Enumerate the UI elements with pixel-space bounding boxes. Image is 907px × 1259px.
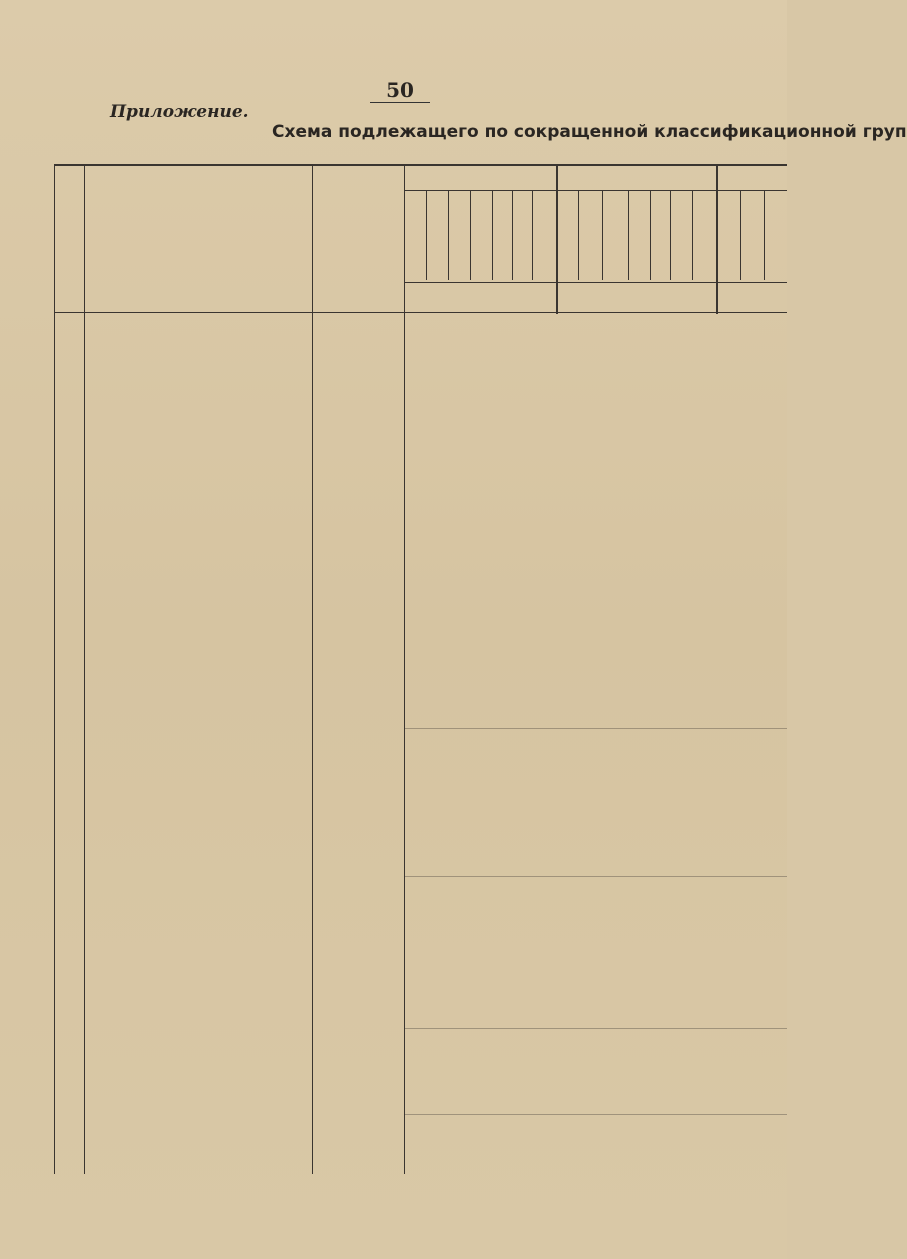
total-rule — [404, 1114, 787, 1115]
total-rule — [404, 728, 787, 729]
type-header — [606, 194, 622, 278]
table-top-rule — [54, 164, 787, 166]
class-divider — [404, 164, 405, 1174]
appendix-title: Приложение. — [110, 102, 249, 122]
type-header — [452, 194, 468, 278]
left-border — [54, 164, 55, 1174]
type-header — [720, 194, 736, 278]
column-divider — [602, 190, 603, 280]
type-header — [560, 194, 576, 278]
nest-divider — [556, 164, 558, 314]
nest-name-rule — [404, 190, 787, 191]
column-divider — [492, 190, 493, 280]
column-divider — [448, 190, 449, 280]
type-header — [408, 194, 424, 278]
type-header — [536, 194, 552, 278]
total-rule — [404, 876, 787, 877]
column-divider — [650, 190, 651, 280]
column-divider — [764, 190, 765, 280]
type-header — [674, 194, 690, 278]
column-divider — [470, 190, 471, 280]
rownum-divider — [84, 164, 85, 1174]
column-divider — [532, 190, 533, 280]
column-divider — [426, 190, 427, 280]
column-divider — [740, 190, 741, 280]
column-divider — [692, 190, 693, 280]
type-header — [474, 194, 490, 278]
column-divider — [628, 190, 629, 280]
column-divider — [512, 190, 513, 280]
groups-divider — [312, 164, 313, 1174]
type-header — [496, 194, 512, 278]
type-header — [632, 194, 648, 278]
type-header — [744, 194, 760, 278]
type-header — [516, 194, 532, 278]
header-bottom-rule — [54, 312, 787, 313]
nest-divider — [716, 164, 718, 314]
type-header — [696, 194, 712, 278]
type-header — [654, 194, 670, 278]
page-number: 50 — [370, 78, 430, 103]
type-header — [430, 194, 446, 278]
rownum-header — [60, 172, 78, 300]
social-types-rule — [404, 282, 787, 283]
table-headline: Схема подлежащего по сокращенной классификационной груп — [272, 122, 907, 142]
column-divider — [670, 190, 671, 280]
column-divider — [578, 190, 579, 280]
total-rule — [404, 1028, 787, 1029]
type-header — [768, 194, 784, 278]
type-header — [582, 194, 598, 278]
